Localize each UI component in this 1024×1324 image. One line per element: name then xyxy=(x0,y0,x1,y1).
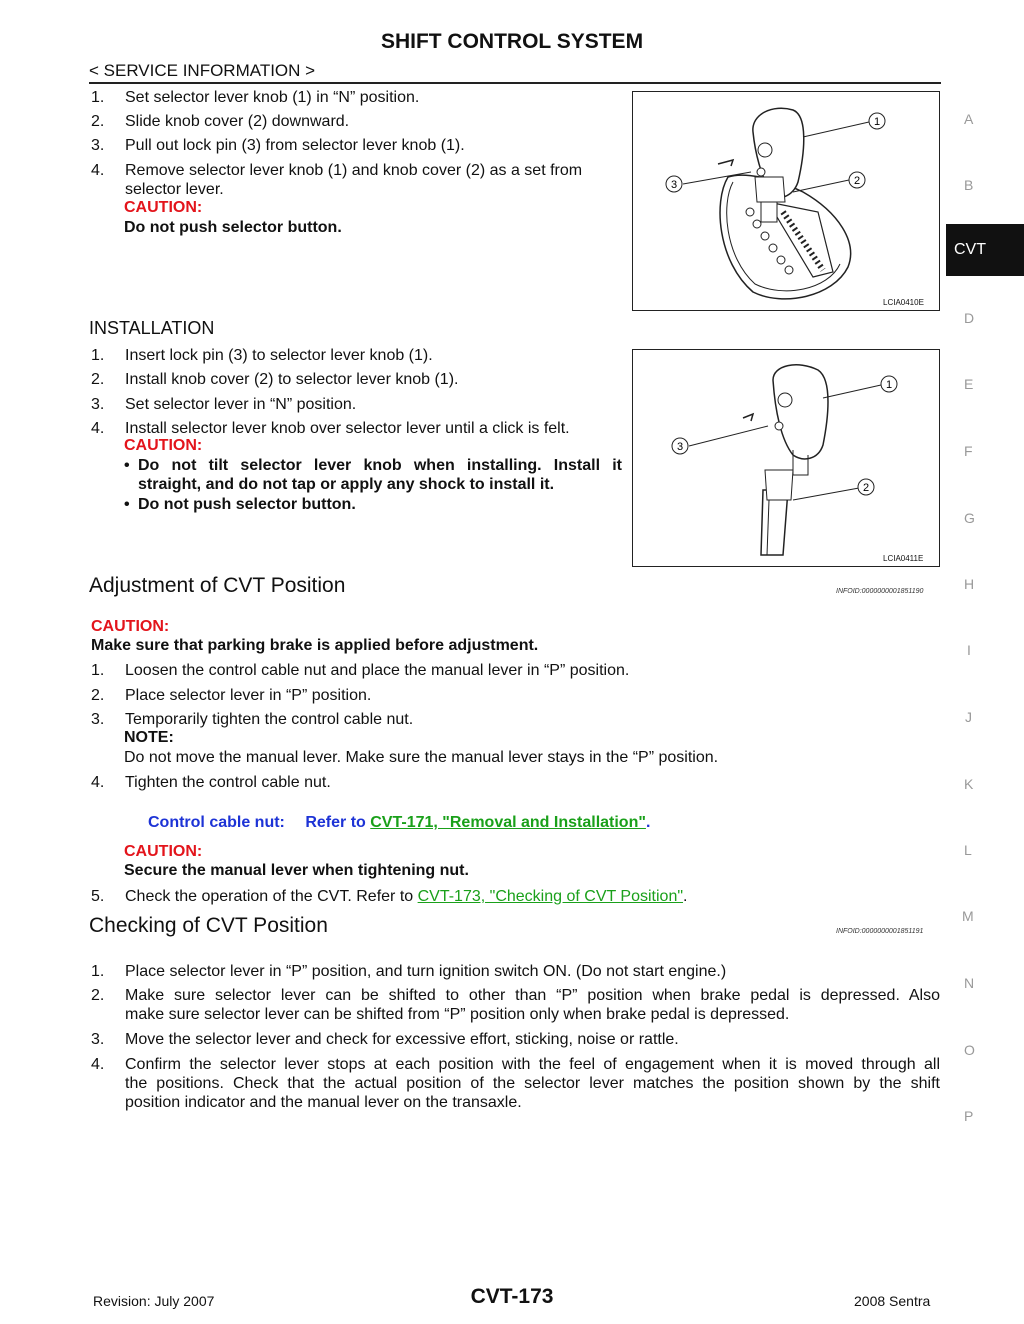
removal-caution-label: CAUTION: xyxy=(124,199,203,216)
check-step-4: 4. Confirm the selector lever stops at each position with the feel of engagement when it is moved through all the positions. Check that the actual position of the selector lever matches the position shown by the shift position indicator and the manual lever on the transaxle. xyxy=(91,1056,940,1111)
spec-link[interactable]: CVT-171, "Removal and Installation" xyxy=(370,814,646,831)
installation-heading: INSTALLATION xyxy=(89,318,215,338)
side-index-i[interactable]: I xyxy=(967,642,971,658)
fig1-callout-2: 2 xyxy=(853,175,861,187)
side-index-k[interactable]: K xyxy=(964,776,974,792)
revision-date: Revision: July 2007 xyxy=(93,1293,215,1309)
side-index-g[interactable]: G xyxy=(964,510,975,526)
section-label: < SERVICE INFORMATION > xyxy=(89,61,316,80)
install-step-1: 1. Insert lock pin (3) to selector lever knob (1). xyxy=(91,347,433,364)
side-index-l[interactable]: L xyxy=(964,842,972,858)
page-number: CVT-173 xyxy=(470,1285,554,1308)
torque-spec: Control cable nut: Refer to CVT-171, "Removal and Installation". xyxy=(148,814,651,831)
side-index-h[interactable]: H xyxy=(964,576,975,592)
side-tab-cvt[interactable]: CVT xyxy=(946,224,1024,276)
check-step-1: 1. Place selector lever in “P” position, and turn ignition switch ON. (Do not start engine.) xyxy=(91,963,727,980)
figure-knob-installation xyxy=(632,349,940,567)
side-index-n[interactable]: N xyxy=(964,975,975,991)
header-rule xyxy=(89,82,941,84)
adjust-step-1: 1. Loosen the control cable nut and place the manual lever in “P” position. xyxy=(91,662,630,679)
removal-caution-text: Do not push selector button. xyxy=(124,219,342,236)
knob-removal-illustration xyxy=(633,92,939,310)
side-index-o[interactable]: O xyxy=(964,1042,975,1058)
adjust-caution2-label: CAUTION: xyxy=(124,843,203,860)
adjustment-info-id: INFOID:0000000001851190 xyxy=(836,588,924,595)
removal-step-3: 3. Pull out lock pin (3) from selector lever knob (1). xyxy=(91,137,465,154)
figure-knob-removal xyxy=(632,91,940,311)
install-step-3: 3. Set selector lever in “N” position. xyxy=(91,396,357,413)
install-caution-label: CAUTION: xyxy=(124,437,203,454)
figure-code: LCIA0411E xyxy=(883,554,924,563)
vehicle-model: 2008 Sentra xyxy=(854,1293,931,1309)
fig2-callout-1: 1 xyxy=(885,379,893,391)
spec-refer: Refer to xyxy=(305,814,366,831)
side-index-a[interactable]: A xyxy=(964,111,974,127)
adjust-caution2-text: Secure the manual lever when tightening nut. xyxy=(124,862,469,879)
adjustment-caution-label: CAUTION: xyxy=(91,618,170,635)
removal-step-1: 1. Set selector lever knob (1) in “N” position. xyxy=(91,89,420,106)
checking-link[interactable]: CVT-173, "Checking of CVT Position" xyxy=(417,888,684,905)
spec-label: Control cable nut: xyxy=(148,814,285,831)
adjustment-caution-text: Make sure that parking brake is applied before adjustment. xyxy=(91,637,539,654)
adjust-step-2: 2. Place selector lever in “P” position. xyxy=(91,687,372,704)
removal-step-2: 2. Slide knob cover (2) downward. xyxy=(91,113,350,130)
side-index-d[interactable]: D xyxy=(964,310,975,326)
fig2-callout-2: 2 xyxy=(862,482,870,494)
adjust-note-label: NOTE: xyxy=(124,729,174,746)
adjustment-heading: Adjustment of CVT Position xyxy=(89,574,346,597)
install-step-4: 4. Install selector lever knob over selector lever until a click is felt. xyxy=(91,420,570,437)
side-index-e[interactable]: E xyxy=(964,376,974,392)
figure-code: LCIA0410E xyxy=(883,298,924,307)
checking-info-id: INFOID:0000000001851191 xyxy=(836,928,924,935)
check-step-2: 2. Make sure selector lever can be shifted to other than “P” position when brake pedal is depressed. Also make sure selector lever can be shifted from “P” position only when brake pedal is depressed. xyxy=(91,987,940,1023)
page-title: SHIFT CONTROL SYSTEM xyxy=(380,30,644,53)
adjust-step-4: 4. Tighten the control cable nut. xyxy=(91,774,331,791)
side-index-b[interactable]: B xyxy=(964,177,974,193)
adjust-step-3: 3. Temporarily tighten the control cable nut. xyxy=(91,711,414,728)
bullet-dot: • xyxy=(124,496,130,513)
knob-installation-illustration xyxy=(633,350,939,566)
fig1-callout-3: 3 xyxy=(670,179,678,191)
fig1-callout-1: 1 xyxy=(873,116,881,128)
side-index-p[interactable]: P xyxy=(964,1108,974,1124)
install-step-2: 2. Install knob cover (2) to selector lever knob (1). xyxy=(91,371,459,388)
checking-heading: Checking of CVT Position xyxy=(89,914,328,937)
fig2-callout-3: 3 xyxy=(676,441,684,453)
side-index-j[interactable]: J xyxy=(965,709,972,725)
adjust-note-text: Do not move the manual lever. Make sure the manual lever stays in the “P” position. xyxy=(124,749,719,766)
install-bullet-1: • Do not tilt selector lever knob when installing. Install it straight, and do not tap or apply any shock to install it. xyxy=(124,457,622,493)
bullet-dot: • xyxy=(124,457,130,474)
side-index-f[interactable]: F xyxy=(964,443,973,459)
removal-step-4: 4. Remove selector lever knob (1) and knob cover (2) as a set from selector lever. xyxy=(91,162,583,198)
install-bullet-2: • Do not push selector button. xyxy=(124,496,356,513)
adjust-step-5: 5. Check the operation of the CVT. Refer to CVT-173, "Checking of CVT Position". xyxy=(91,888,688,905)
side-index-m[interactable]: M xyxy=(962,908,974,924)
check-step-3: 3. Move the selector lever and check for excessive effort, sticking, noise or rattle. xyxy=(91,1031,679,1048)
